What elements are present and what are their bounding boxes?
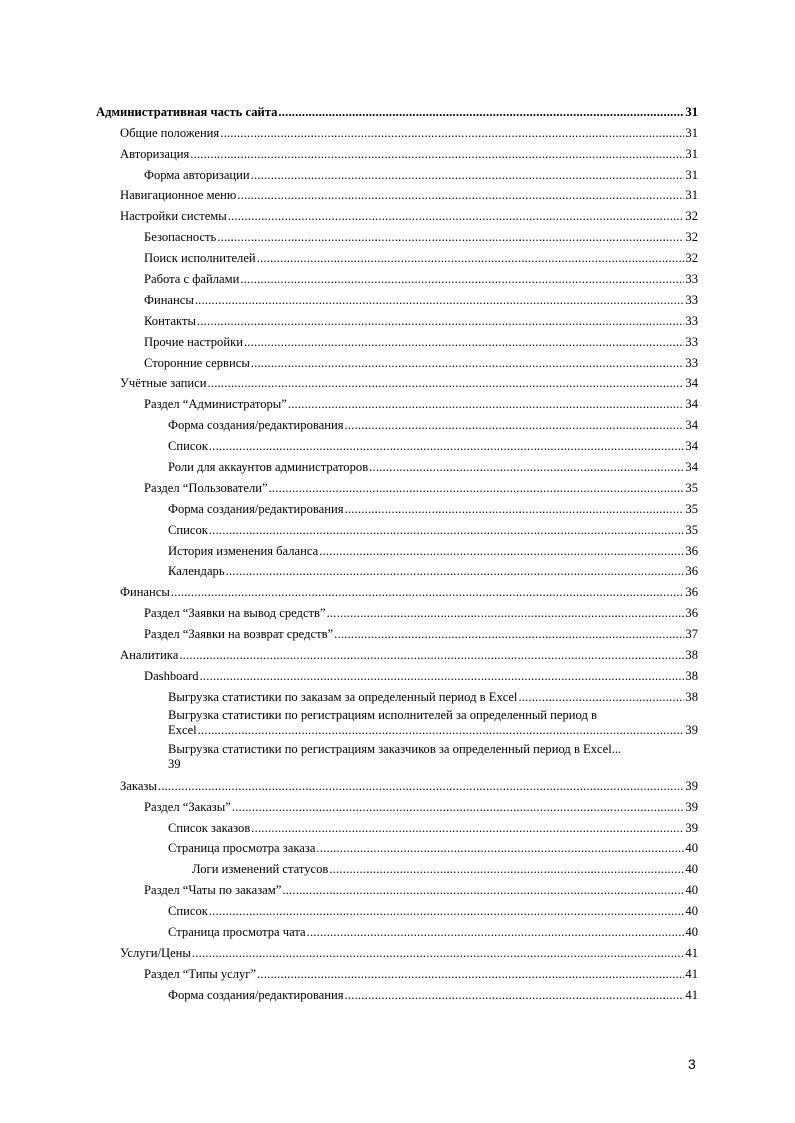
toc-entry-title: Список	[168, 522, 208, 537]
toc-entry-title: Список	[168, 439, 208, 454]
toc-entry-leader-dots	[237, 188, 684, 203]
toc-entry-title: Административная часть сайта	[96, 104, 278, 119]
toc-entry-title: Раздел “Заявки на возврат средств”	[144, 627, 334, 642]
toc-entry-page: 35	[685, 501, 698, 516]
toc-entry[interactable]	[192, 856, 698, 877]
toc-entry[interactable]	[144, 245, 698, 266]
toc-entry-leader-dots	[329, 862, 684, 877]
toc-entry-title: Форма создания/редактирования	[168, 987, 344, 1002]
toc-entry[interactable]	[168, 739, 698, 773]
toc-entry[interactable]	[120, 183, 698, 204]
toc-entry[interactable]	[120, 371, 698, 392]
toc-entry-page: 33	[685, 334, 698, 349]
toc-entry[interactable]	[144, 287, 698, 308]
toc-entry-title: Навигационное меню	[120, 188, 237, 203]
toc-entry[interactable]	[168, 705, 698, 739]
toc-entry-leader-dots	[307, 925, 685, 940]
toc-entry-page: 36	[685, 564, 698, 579]
toc-entry-page: 40	[685, 883, 698, 898]
toc-entry-page: 31	[685, 146, 698, 161]
toc-entry[interactable]	[168, 898, 698, 919]
toc-entry-page: 33	[685, 272, 698, 287]
toc-entry-leader-dots	[190, 147, 684, 162]
toc-entry-title: Прочие настройки	[144, 334, 243, 349]
toc-entry-page: 32	[685, 230, 698, 245]
toc-entry-page: 33	[685, 292, 698, 307]
toc-entry-title: Список заказов	[168, 820, 251, 835]
toc-entry-page: 36	[685, 543, 698, 558]
toc-entry[interactable]	[168, 815, 698, 836]
toc-entry-page: 37	[685, 627, 698, 642]
toc-entry-title: Услуги/Цены	[120, 945, 191, 960]
toc-entry-title: Выгрузка статистики по заказам за определенный период в Excel	[168, 689, 518, 704]
toc-entry[interactable]	[144, 224, 698, 245]
toc-entry[interactable]	[144, 877, 698, 898]
toc-entry-title: Раздел “Заказы”	[144, 799, 231, 814]
toc-entry-page: 41	[685, 987, 698, 1002]
toc-entry-page: 34	[685, 397, 698, 412]
toc-entry-title: Форма авторизации	[144, 167, 250, 182]
toc-entry[interactable]	[144, 391, 698, 412]
toc-entry-leader-dots	[251, 356, 685, 371]
toc-entry-page: 31	[685, 125, 698, 140]
toc-entry-title: Список	[168, 904, 208, 919]
toc-entry-page: 33	[685, 355, 698, 370]
toc-entry-title: Раздел “Администраторы”	[144, 397, 287, 412]
toc-entry-page: 38	[685, 648, 698, 663]
toc-entry-leader-dots	[257, 251, 685, 266]
toc-entry-title: Общие положения	[120, 125, 220, 140]
toc-entry[interactable]	[120, 203, 698, 224]
toc-entry-title: Выгрузка статистики по регистрациям исполнителей за определенный период в	[168, 707, 597, 722]
toc-entry-title: Поиск исполнителей	[144, 251, 256, 266]
toc-entry-title: Раздел “Заявки на вывод средств”	[144, 606, 326, 621]
toc-entry-page: 35	[685, 522, 698, 537]
toc-entry-title: Выгрузка статистики по регистрациям заказчиков за определенный период в Excel...	[168, 741, 622, 756]
toc-entry-leader-dots	[369, 460, 684, 475]
toc-entry[interactable]	[168, 919, 698, 940]
toc-entry-leader-dots	[198, 724, 685, 739]
toc-entry-leader-dots	[209, 904, 685, 919]
toc-entry-page: 41	[685, 966, 698, 981]
toc-entry[interactable]	[168, 517, 698, 538]
toc-entry[interactable]	[168, 684, 698, 705]
toc-entry-leader-dots	[197, 314, 684, 329]
toc-entry-leader-dots	[158, 779, 685, 794]
toc-entry[interactable]	[144, 794, 698, 815]
toc-entry-leader-dots	[195, 293, 685, 308]
toc-entry[interactable]	[144, 329, 698, 350]
toc-entry-leader-dots	[232, 800, 685, 815]
toc-entry-title: Страница просмотра заказа	[168, 841, 316, 856]
toc-entry[interactable]	[120, 579, 698, 600]
toc-entry[interactable]	[120, 642, 698, 663]
toc-entry-title: Учётные записи	[120, 376, 207, 391]
toc-entry-leader-dots	[316, 841, 684, 856]
toc-entry[interactable]	[168, 412, 698, 433]
toc-entry-leader-dots	[518, 690, 684, 705]
toc-entry[interactable]	[168, 454, 698, 475]
toc-entry-page: 39	[685, 820, 698, 835]
toc-entry[interactable]	[144, 162, 698, 183]
toc-entry-page: 34	[685, 460, 698, 475]
toc-entry[interactable]	[144, 621, 698, 642]
toc-entry-page: 31	[685, 104, 698, 119]
toc-entry[interactable]	[168, 433, 698, 454]
toc-entry-page: 32	[685, 251, 698, 266]
toc-entry-leader-dots	[345, 502, 685, 517]
toc-entry-page: 36	[685, 585, 698, 600]
toc-entry[interactable]	[168, 836, 698, 857]
toc-entry-title: Аналитика	[120, 648, 179, 663]
toc-entry-title: Календарь	[168, 564, 225, 579]
toc-entry-title: Сторонние сервисы	[144, 355, 250, 370]
toc-entry[interactable]	[144, 475, 698, 496]
toc-entry[interactable]	[120, 141, 698, 162]
toc-entry[interactable]	[144, 350, 698, 371]
toc-entry-leader-dots	[251, 821, 684, 836]
toc-entry-title: Раздел “Пользователи”	[144, 480, 268, 495]
toc-entry-leader-dots	[171, 585, 685, 600]
toc-entry-title: Заказы	[120, 778, 157, 793]
toc-entry[interactable]	[144, 600, 698, 621]
toc-entry-title: Авторизация	[120, 146, 190, 161]
toc-entry-page: 31	[685, 167, 698, 182]
toc-entry-leader-dots	[192, 946, 685, 961]
toc-entry-title: Dashboard	[144, 668, 199, 683]
toc-entry-leader-dots	[217, 230, 684, 245]
toc-entry-leader-dots	[208, 376, 685, 391]
toc-entry-title: Настройки системы	[120, 209, 227, 224]
toc-entry-title: Финансы	[144, 292, 194, 307]
toc-entry-leader-dots	[319, 544, 684, 559]
toc-entry-page: 40	[685, 862, 698, 877]
toc-entry-title: История изменения баланса	[168, 543, 319, 558]
toc-entry-title: Контакты	[144, 313, 196, 328]
toc-entry-page: 39	[168, 757, 181, 772]
toc-entry-leader-dots	[179, 648, 684, 663]
toc-entry-leader-dots	[327, 606, 685, 621]
toc-entry-leader-dots	[220, 126, 684, 141]
toc-entry-title: Раздел “Чаты по заказам”	[144, 883, 282, 898]
toc-entry-page: 32	[685, 209, 698, 224]
toc-entry-page: 40	[685, 924, 698, 939]
page-number: 3	[688, 1056, 696, 1072]
toc-entry-title: Роли для аккаунтов администраторов	[168, 460, 369, 475]
toc-entry-title: Безопасность	[144, 230, 217, 245]
toc-entry-leader-dots	[209, 439, 685, 454]
toc-entry-leader-dots	[334, 627, 684, 642]
toc-entry-page: 41	[685, 945, 698, 960]
toc-entry-page: 31	[685, 188, 698, 203]
toc-entry-title: Форма создания/редактирования	[168, 418, 344, 433]
toc-entry-title: Логи изменений статусов	[192, 862, 329, 877]
toc-entry-leader-dots	[257, 967, 684, 982]
toc-entry-leader-dots	[251, 168, 685, 183]
toc-entry-page: 38	[685, 668, 698, 683]
toc-entry[interactable]	[144, 961, 698, 982]
toc-entry-page: 34	[685, 376, 698, 391]
toc-entry-page: 39	[685, 799, 698, 814]
toc-entry-title: Страница просмотра чата	[168, 924, 306, 939]
toc-entry[interactable]	[168, 559, 698, 580]
table-of-contents	[0, 99, 795, 1003]
toc-entry[interactable]	[144, 266, 698, 287]
toc-entry-title-continued: Excel	[168, 723, 197, 738]
toc-entry-leader-dots	[226, 564, 685, 579]
toc-entry[interactable]	[120, 120, 698, 141]
toc-entry[interactable]	[120, 773, 698, 794]
toc-entry-leader-dots	[209, 523, 685, 538]
toc-entry[interactable]	[168, 496, 698, 517]
toc-entry-page: 33	[685, 313, 698, 328]
toc-entry-page: 40	[685, 904, 698, 919]
toc-entry-leader-dots	[240, 272, 684, 287]
toc-entry-title: Финансы	[120, 585, 170, 600]
toc-entry-leader-dots	[228, 209, 685, 224]
toc-entry-page: 39	[685, 723, 698, 738]
toc-entry-leader-dots	[288, 397, 685, 412]
toc-entry-page: 36	[685, 606, 698, 621]
toc-entry-leader-dots	[345, 988, 685, 1003]
toc-entry-leader-dots	[200, 669, 685, 684]
toc-entry-page: 34	[685, 418, 698, 433]
toc-entry-page: 38	[685, 689, 698, 704]
toc-entry-leader-dots	[278, 105, 684, 120]
toc-entry[interactable]	[96, 99, 698, 120]
toc-entry-title: Работа с файлами	[144, 272, 240, 287]
toc-entry[interactable]	[144, 308, 698, 329]
toc-entry-title: Раздел “Типы услуг”	[144, 966, 257, 981]
toc-entry[interactable]	[120, 940, 698, 961]
toc-entry-leader-dots	[345, 418, 685, 433]
toc-entry-page: 34	[685, 439, 698, 454]
toc-entry-page: 39	[685, 778, 698, 793]
toc-entry[interactable]	[168, 538, 698, 559]
toc-entry-leader-dots	[282, 883, 684, 898]
toc-entry-title: Форма создания/редактирования	[168, 501, 344, 516]
toc-entry[interactable]	[168, 982, 698, 1003]
toc-entry-page: 40	[685, 841, 698, 856]
toc-entry-page: 35	[685, 480, 698, 495]
toc-entry-leader-dots	[269, 481, 685, 496]
toc-entry[interactable]	[144, 663, 698, 684]
toc-entry-leader-dots	[244, 335, 684, 350]
